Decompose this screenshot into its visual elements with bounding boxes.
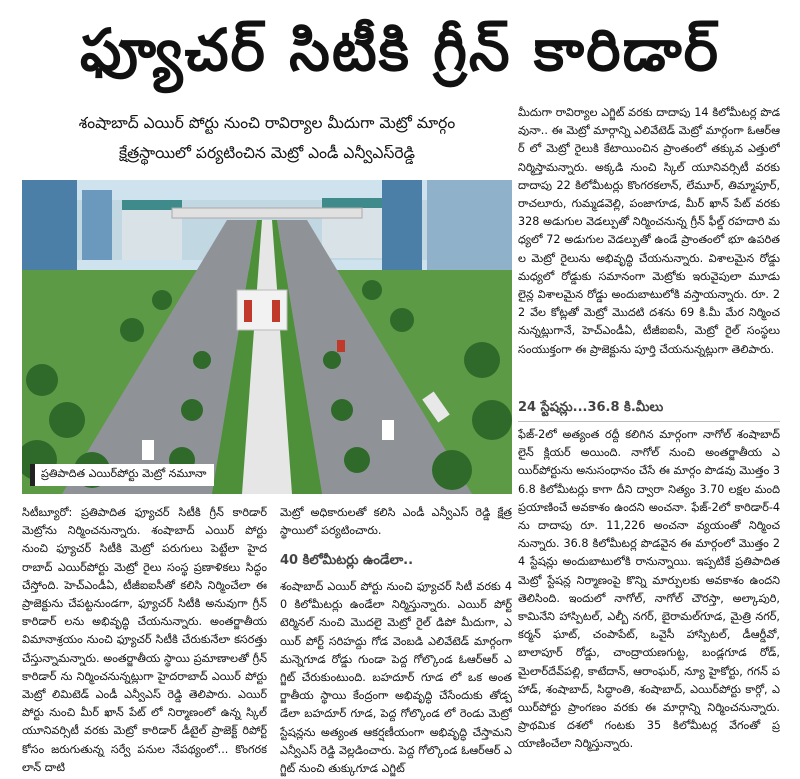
metro-rendering-photo: [22, 180, 512, 494]
metro-corridor-illustration: [22, 180, 512, 494]
metro-train-left: [244, 300, 252, 322]
section-subhead-40km: 40 కిలోమీటర్లు ఉండేలా..: [280, 553, 414, 568]
subheadline-line-2: క్షేత్రస్థాయిలో పర్యటించిన మెట్రో ఎండీ ఎన్వీఎస్‌రెడ్డి: [118, 144, 415, 162]
metro-train-right: [272, 300, 280, 322]
body-column-a: సిటీబ్యూరో: ప్రతిపాదిత ఫ్యూచర్ సిటీకి గ్రీన్ కారిడార్ మెట్రోను నిర్మించనున్నారు. శంషాబాద్ ఎయిర్ పోర్టు నుంచి ఫ్యూచర్ సిటీకి మెట్రో పరుగులు పెట్టేలా హైదరాబాద్ ఎయిర్‌పోర్టు మెట్రో రైలు సంస్థ ప్రణాళికలు సిద్ధం చేస్తోంది. హెచ్ఎండీఏ, టీజీఐఐసీతో కలిసి నిర్మించేలా ఈ ప్రాజెక్టును చేపట్టనుండగా, ఫ్యూచర్ సిటీకి అనువుగా గ్రీన్ కారిడార్ లను అభివృద్ధి చేయనున్నారు. అంతర్జాతీయ విమానాశ్రయం నుంచి ఫ్యూచర్ సిటీకి చేరుకునేలా కసరత్తు చేస్తున్నామన్నారు. అంతర్జాతీయ స్థాయి ప్రమాణాలతో గ్రీన్ కారిడార్ ను నిర్మించనున్నట్లుగా హైదరాబాద్ ఎయిర్ పోర్టు మెట్రో లిమిటెడ్ ఎండీ ఎన్వీఎస్ రెడ్డి తెలిపారు. ఎయిర్ పోర్టు నుంచి మీర్ ఖాన్ పేట్ లో నిర్మాణంలో ఉన్న స్కిల్ యూనివర్సిటీ వరకు మెట్రో కారిడార్ డీటైల్ ప్రాజెక్ట్ రిపోర్ట్ కోసం జరుగుతున్న సర్వే పనుల నేపథ్యంలో... కొంగరకలాన్ దాటి: [22, 506, 267, 774]
car-1: [142, 440, 154, 460]
photo-caption: ప్రతిపాదిత ఎయిర్‌పోర్టు మెట్రో నమూనా: [30, 464, 214, 486]
car-2: [382, 420, 394, 440]
body-column-b-bottom: శంషాబాద్ ఎయిర్ పోర్టు నుంచి ఫ్యూచర్ సిటీ వరకు 40 కిలోమీటర్లు ఉండేలా నిర్మిస్తున్నారు. ఎయిర్ పోర్ట్ టెర్మినల్ నుంచి మొదలై మెట్రో రైల్ డిపో మీదుగా, ఎయిర్ పోర్ట్ సరిహద్దు గోడ వెంబడి ఎలివేటెడ్ మార్గంగా మన్నెగూడ రోడ్డు గుండా పెద్ద గోల్కొండ ఓఆర్ఆర్ ఎగ్జిట్ చేరుకుంటుంది. బహదూర్ గూడ లో ఒక అంతర్జాతీయ స్థాయి కేంద్రంగా అభివృద్ధి చేసేందుకు తోడ్పడేలా బహదూర్ గూడ, పెద్ద గోల్కొండ లో రెండు మెట్రో స్టేషన్లను అత్యంత ఆకర్షణీయంగా అభివృద్ధి చేస్తామని ఎన్వీఎస్ రెడ్డి వెల్లడించారు. పెద్ద గోల్కొండ ఓఆర్ఆర్ ఎగ్జిట్ నుంచి తుక్కుగూడ ఎగ్జిట్: [280, 580, 512, 776]
body-right-part-1: మీదుగా రావిర్యాల ఎగ్జిట్ వరకు దాదాపు 14 కిలోమీటర్ల పొడవునా.. ఈ మెట్రో మార్గాన్ని ఎలివేటెడ్ మెట్రో మార్గంగా ఓఆర్ఆర్ లో మెట్రో రైలుకి కేటాయించిన ప్రాంతంలో తక్కువ ఎత్తులో నిర్మిస్తామన్నారు. అక్కడి నుంచి స్కిల్ యూనివర్సిటీ వరకు దాదాపు 22 కిలోమీటర్లు కొంగరకలాన్, లేమూర్, తిమ్మాపూర్, రాచలూరు, గుమ్మడవెల్లి, పంజాగూడ, మీర్ ఖాన్ పేట్ వరకు 328 అడుగుల వెడల్పుతో నిర్మించనున్న గ్రీన్ ఫీల్డ్ రహదారి మధ్యలో 72 అడుగుల వెడల్పుతో ఉండే ప్రాంతంలో భూ ఉపరితల మెట్రో రైలును అభివృద్ధి చేయనున్నారు. విశాలమైన రోడ్డు మధ్యలో రోడ్డుకు సమానంగా మెట్రోకు ఇరువైపులా మూడు లైన్ల విశాలమైన రోడ్డు అందుబాటులోకి వస్తాయన్నారు. రూ. 22 వేల కోట్లతో మెట్రో మొదటి దశను 69 కి.మీ మేర నిర్మించనున్నట్లుగానే, హెచ్ఎండీఏ, టీజీఐఐసీ, మెట్రో రైల్ సంస్థలు సంయుక్తంగా ఈ ప్రాజెక్టును పూర్తి చేయనున్నట్లుగా తెలిపారు.: [518, 106, 780, 356]
subheadline-line-1: శంషాబాద్ ఎయిర్ పోర్టు నుంచి రావిర్యాల మీదుగా మెట్రో మార్గం: [78, 114, 456, 132]
right-column: [518, 104, 780, 779]
body-column-b-top: మెట్రో అధికారులతో కలిసి ఎండీ ఎన్వీఎస్ రెడ్డి క్షేత్రస్థాయిలో పర్యటించారు.: [280, 506, 512, 538]
station-right-roof: [322, 198, 382, 208]
left-article-area: [22, 108, 512, 779]
car-3: [337, 340, 345, 352]
subheadline: [22, 108, 512, 168]
building-left-2: [82, 190, 112, 260]
body-right-part-2: ఫేజ్-2లో అత్యంత రద్దీ కలిగిన మార్గంగా నాగోల్ శంషాబాద్ లైన్ క్లియర్ అయింది. నాగోల్ నుంచి అంతర్జాతీయ ఎయిర్‌పోర్టును అనుసంధానం చేసే ఈ మార్గం పొడవు మొత్తం 36.8 కిలోమీటర్లు కాగా దీని ద్వారా నిత్యం 3.70 లక్షల మంది ప్రయాణించే అవకాశం ఉందని అంచనా. ఫేజ్-2లో కారిడార్-4ను దాదాపు రూ. 11,226 అంచనా వ్యయంతో నిర్మించనున్నారు. 36.8 కిలోమీటర్ల పొడవైన ఈ మార్గంలో మొత్తం 24 స్టేషన్లు అందుబాటులోకి రానున్నాయి. ఇప్పటికే ప్రతిపాదిత మెట్రో స్టేషన్ల నిర్మాణంపై కొన్ని మార్పులకు అవకాశం ఉందని తెలిసింది. ఇందులో నాగోల్, నాగోల్ చౌరస్తా, అల్కాపురి, కామినేని హాస్పిటల్, ఎల్బీ నగర్, బైరామల్‌గూడ, మైత్రి నగర్, కర్మన్ ఘాట్, చంపాపేట్, ఒవైసీ హాస్పిటల్, డీఆర్డీవో, బాలాపూర్ రోడ్డు, చాంద్రాయణగుట్ట, బండ్లగూడ రోడ్, మైలార్‌దేవ్‌పల్లి, కాటేదాన్, ఆరాంఘర్, న్యూ హైకోర్టు, గగన్ పహాడ్, శంషాబాద్, సిద్ధాంతి, శంషాబాద్, ఎయిర్‌పోర్టు కార్గో, ఎయిర్‌పోర్టు ప్రాంగణం వరకు ఈ మార్గాన్ని నిర్మించనున్నారు. ప్రాథమిక దశలో గంటకు 35 కిలోమీటర్ల వేగంతో ప్రయాణించేలా నిర్మిస్తున్నారు.: [518, 428, 780, 751]
section-subhead-24-stations: 24 స్టేషన్లు...36.8 కి.మీలు: [518, 395, 780, 422]
skywalk: [172, 208, 362, 218]
headline: ఫ్యూచర్ సిటీకి గ్రీన్ కారిడార్: [79, 16, 721, 84]
building-right-1: [382, 180, 422, 270]
